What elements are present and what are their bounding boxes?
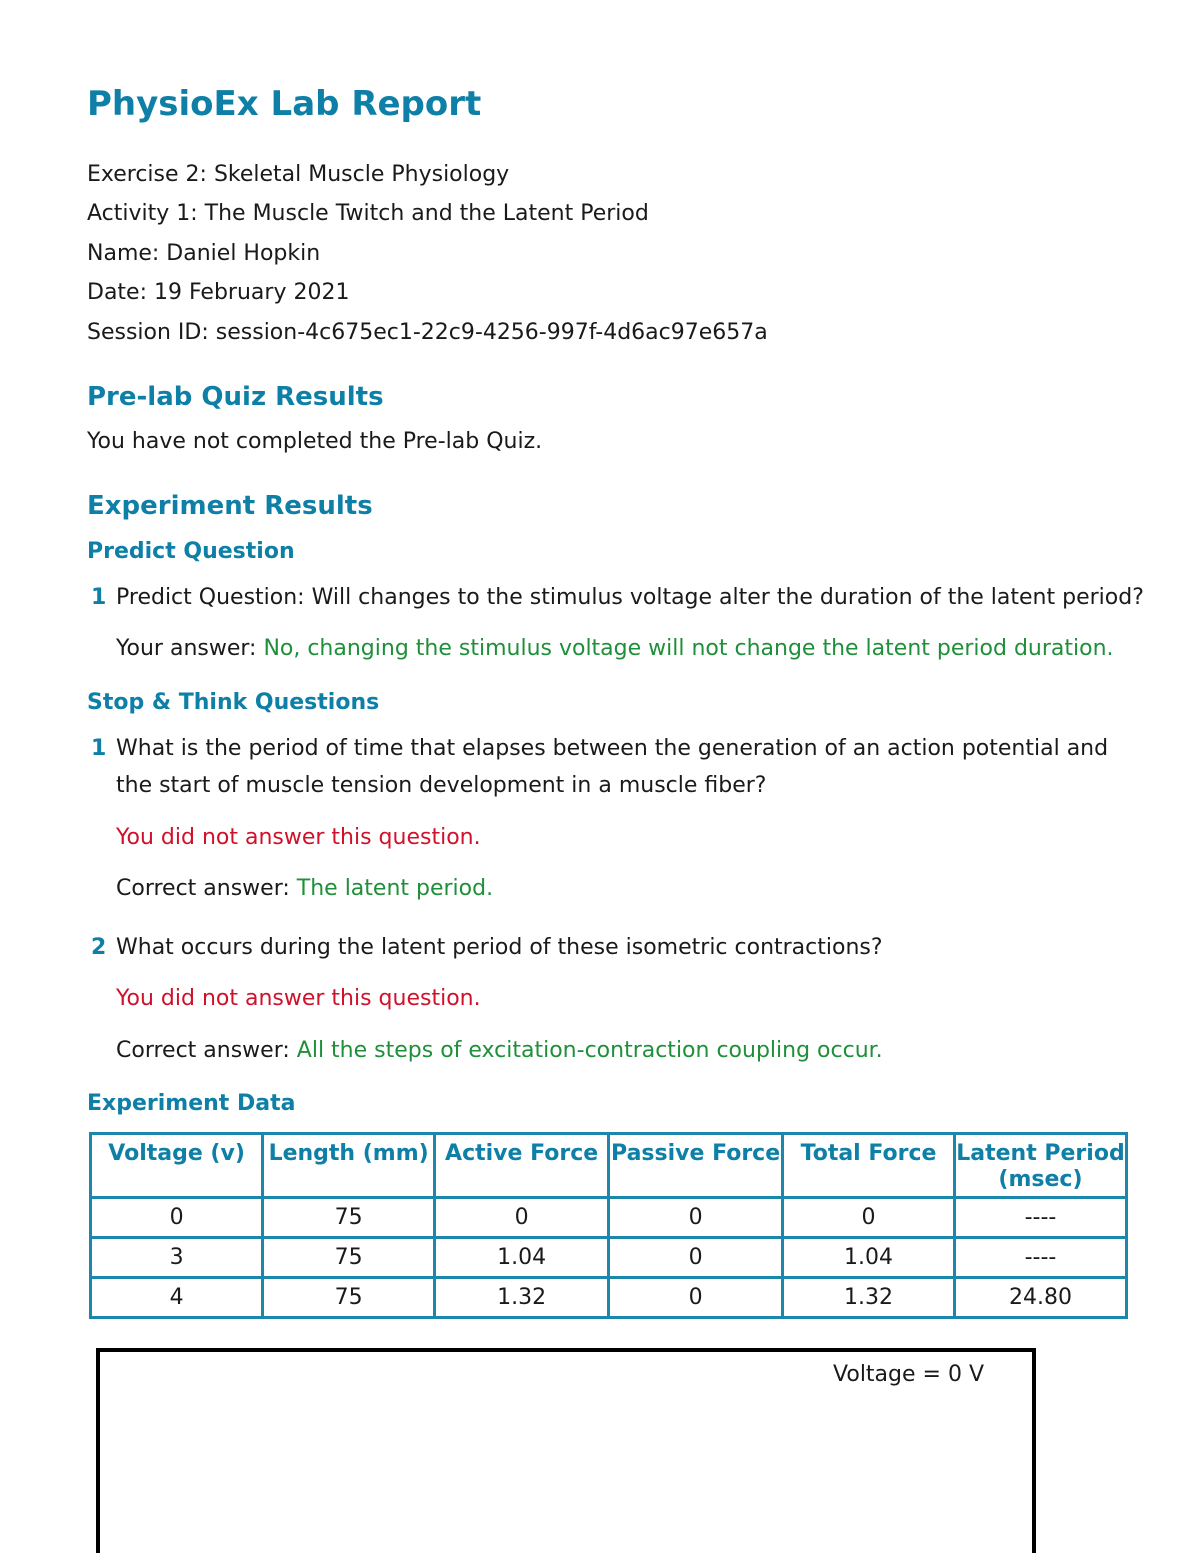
table-cell: 0: [609, 1198, 783, 1238]
table-cell: 3: [91, 1238, 263, 1278]
experiment-data-table: [89, 1132, 1128, 1319]
voltage-graph-frame: [96, 1348, 1036, 1553]
table-cell: 75: [263, 1278, 435, 1318]
table-cell: 0: [609, 1278, 783, 1318]
col-active-force: Active Force: [435, 1134, 609, 1198]
table-cell: 0: [435, 1198, 609, 1238]
col-latent-period: Latent Period (msec): [954, 1134, 1126, 1198]
name-line: Name: Daniel Hopkin: [87, 241, 321, 266]
table-cell: 1.32: [435, 1278, 609, 1318]
table-row: [91, 1278, 1127, 1318]
col-length: Length (mm): [263, 1134, 435, 1198]
prelab-text: You have not completed the Pre-lab Quiz.: [87, 429, 543, 454]
page-title: PhysioEx Lab Report: [87, 84, 482, 124]
table-cell: 0: [609, 1238, 783, 1278]
q1-no-answer: You did not answer this question.: [116, 825, 481, 850]
table-cell: ----: [954, 1238, 1126, 1278]
col-total-force: Total Force: [783, 1134, 955, 1198]
table-header-row: [91, 1134, 1127, 1198]
table-cell: 1.04: [435, 1238, 609, 1278]
predict-number: 1: [91, 585, 107, 610]
predict-question: Predict Question: Will changes to the stimulus voltage alter the duration of the latent period?: [116, 585, 1144, 610]
experiment-heading: Experiment Results: [87, 491, 373, 521]
q1-correct-line: [116, 876, 493, 901]
table-cell: 4: [91, 1278, 263, 1318]
table-cell: 0: [91, 1198, 263, 1238]
table-cell: 24.80: [954, 1278, 1126, 1318]
your-answer: No, changing the stimulus voltage will not change the latent period duration.: [263, 636, 1114, 661]
correct-answer-label: Correct answer:: [116, 876, 297, 901]
table-row: [91, 1198, 1127, 1238]
prelab-heading: Pre-lab Quiz Results: [87, 382, 384, 412]
table-cell: 75: [263, 1198, 435, 1238]
table-cell: 1.04: [783, 1238, 955, 1278]
activity-line: Activity 1: The Muscle Twitch and the Latent Period: [87, 201, 649, 226]
table-cell: ----: [954, 1198, 1126, 1238]
q1-line2: the start of muscle tension development in a muscle fiber?: [116, 773, 767, 798]
q2-correct-line: [116, 1038, 883, 1063]
q2-line1: What occurs during the latent period of these isometric contractions?: [116, 935, 883, 960]
correct-answer-label: Correct answer:: [116, 1038, 297, 1063]
predict-heading: Predict Question: [87, 539, 295, 564]
your-answer-label: Your answer:: [116, 636, 264, 661]
q2-correct-answer: All the steps of excitation-contraction coupling occur.: [296, 1038, 883, 1063]
predict-answer-line: [116, 636, 1114, 661]
session-line: Session ID: session-4c675ec1-22c9-4256-997f-4d6ac97e657a: [87, 320, 768, 345]
exercise-line: Exercise 2: Skeletal Muscle Physiology: [87, 162, 510, 187]
table-row: [91, 1238, 1127, 1278]
date-line: Date: 19 February 2021: [87, 280, 350, 305]
q2-number: 2: [91, 935, 107, 960]
graph-voltage-label: Voltage = 0 V: [833, 1362, 984, 1387]
q2-no-answer: You did not answer this question.: [116, 986, 481, 1011]
q1-number: 1: [91, 736, 107, 761]
col-voltage: Voltage (v): [91, 1134, 263, 1198]
table-cell: 75: [263, 1238, 435, 1278]
experiment-data-heading: Experiment Data: [87, 1091, 296, 1116]
q1-correct-answer: The latent period.: [296, 876, 494, 901]
table-cell: 1.32: [783, 1278, 955, 1318]
col-passive-force: Passive Force: [609, 1134, 783, 1198]
stop-think-heading: Stop & Think Questions: [87, 690, 380, 715]
table-cell: 0: [783, 1198, 955, 1238]
q1-line1: What is the period of time that elapses between the generation of an action potential and: [116, 736, 1109, 761]
